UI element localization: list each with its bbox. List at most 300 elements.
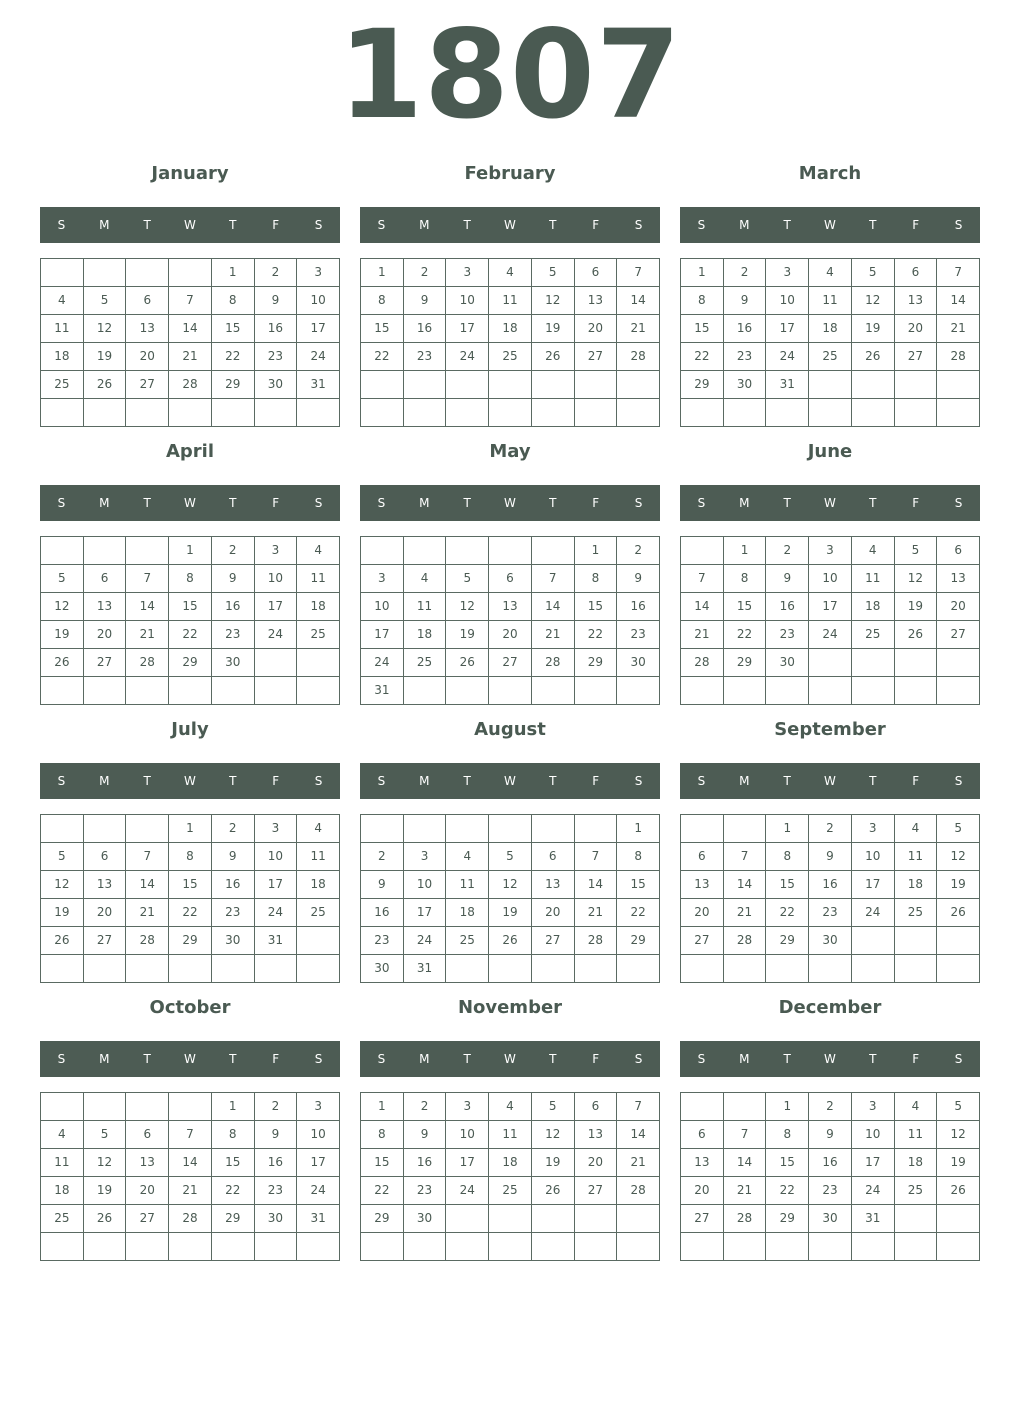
day-cell: 30 bbox=[404, 1205, 447, 1233]
day-cell: 6 bbox=[126, 1121, 169, 1149]
weekday-label: S bbox=[314, 774, 323, 788]
day-cell: 5 bbox=[532, 259, 575, 287]
day-cell-empty bbox=[126, 399, 169, 427]
day-cell-empty bbox=[212, 399, 255, 427]
day-cell: 21 bbox=[169, 1177, 212, 1205]
day-cell-empty bbox=[532, 399, 575, 427]
weekday-label: M bbox=[419, 774, 430, 788]
day-cell: 23 bbox=[212, 899, 255, 927]
day-cell: 25 bbox=[489, 1177, 532, 1205]
day-cell: 30 bbox=[766, 649, 809, 677]
day-cell: 13 bbox=[575, 287, 618, 315]
day-cell-empty bbox=[84, 955, 127, 983]
day-cell: 7 bbox=[575, 843, 618, 871]
month-june bbox=[680, 436, 980, 714]
day-cell: 20 bbox=[575, 315, 618, 343]
weekday-label: S bbox=[57, 496, 66, 510]
month-september bbox=[680, 714, 980, 992]
weekday-label: F bbox=[272, 774, 280, 788]
day-grid bbox=[360, 258, 660, 427]
day-cell: 7 bbox=[169, 287, 212, 315]
day-cell: 27 bbox=[84, 649, 127, 677]
day-cell: 10 bbox=[446, 1121, 489, 1149]
weekday-label: T bbox=[143, 496, 151, 510]
day-cell: 10 bbox=[852, 843, 895, 871]
day-cell: 21 bbox=[617, 1149, 660, 1177]
day-cell-empty bbox=[575, 1205, 618, 1233]
day-cell-empty bbox=[532, 677, 575, 705]
weekday-header bbox=[360, 485, 660, 521]
weekday-label: M bbox=[99, 218, 110, 232]
weekday-label: F bbox=[592, 218, 600, 232]
day-cell: 1 bbox=[724, 537, 767, 565]
day-cell: 6 bbox=[681, 1121, 724, 1149]
day-cell: 11 bbox=[895, 1121, 938, 1149]
weekday-header bbox=[360, 763, 660, 799]
day-cell: 7 bbox=[724, 1121, 767, 1149]
day-cell-empty bbox=[361, 815, 404, 843]
day-cell: 30 bbox=[361, 955, 404, 983]
day-cell-empty bbox=[681, 399, 724, 427]
day-cell-empty bbox=[724, 1093, 767, 1121]
day-cell-empty bbox=[41, 677, 84, 705]
day-cell-empty bbox=[404, 537, 447, 565]
day-cell-empty bbox=[255, 955, 298, 983]
day-cell: 26 bbox=[84, 371, 127, 399]
weekday-label: W bbox=[824, 1052, 836, 1066]
day-cell-empty bbox=[361, 1233, 404, 1261]
month-name: October bbox=[149, 997, 231, 1018]
day-cell: 10 bbox=[766, 287, 809, 315]
day-cell: 1 bbox=[766, 815, 809, 843]
day-cell-empty bbox=[937, 371, 980, 399]
weekday-label: W bbox=[504, 496, 516, 510]
day-cell-empty bbox=[895, 1233, 938, 1261]
month-name: February bbox=[464, 163, 556, 184]
day-cell: 11 bbox=[41, 315, 84, 343]
weekday-label: T bbox=[783, 774, 791, 788]
day-cell-empty bbox=[446, 1233, 489, 1261]
day-cell: 7 bbox=[724, 843, 767, 871]
day-cell: 22 bbox=[169, 621, 212, 649]
day-cell: 2 bbox=[766, 537, 809, 565]
day-cell: 21 bbox=[937, 315, 980, 343]
day-cell: 19 bbox=[532, 1149, 575, 1177]
month-march bbox=[680, 158, 980, 436]
day-grid bbox=[40, 258, 340, 427]
day-cell: 1 bbox=[212, 1093, 255, 1121]
day-cell: 15 bbox=[169, 593, 212, 621]
weekday-label: F bbox=[912, 218, 920, 232]
day-cell-empty bbox=[724, 677, 767, 705]
day-cell: 20 bbox=[489, 621, 532, 649]
day-grid bbox=[680, 1092, 980, 1261]
day-cell: 11 bbox=[809, 287, 852, 315]
day-cell: 22 bbox=[169, 899, 212, 927]
weekday-header bbox=[680, 1041, 980, 1077]
day-cell: 3 bbox=[852, 1093, 895, 1121]
weekday-header bbox=[40, 1041, 340, 1077]
day-cell: 6 bbox=[532, 843, 575, 871]
weekday-label: W bbox=[184, 774, 196, 788]
day-cell-empty bbox=[446, 537, 489, 565]
day-cell: 27 bbox=[937, 621, 980, 649]
day-cell: 4 bbox=[895, 815, 938, 843]
weekday-header bbox=[360, 207, 660, 243]
day-cell: 26 bbox=[489, 927, 532, 955]
day-grid bbox=[360, 536, 660, 705]
day-cell: 12 bbox=[895, 565, 938, 593]
weekday-label: T bbox=[869, 218, 877, 232]
day-cell: 22 bbox=[766, 899, 809, 927]
day-cell: 17 bbox=[446, 1149, 489, 1177]
weekday-label: F bbox=[272, 1052, 280, 1066]
day-cell: 23 bbox=[809, 1177, 852, 1205]
weekday-label: S bbox=[954, 218, 963, 232]
day-cell: 26 bbox=[937, 1177, 980, 1205]
day-cell: 16 bbox=[724, 315, 767, 343]
day-cell-empty bbox=[489, 537, 532, 565]
day-cell: 23 bbox=[809, 899, 852, 927]
weekday-label: M bbox=[99, 774, 110, 788]
day-cell-empty bbox=[297, 1233, 340, 1261]
day-cell-empty bbox=[617, 1233, 660, 1261]
day-cell: 9 bbox=[255, 287, 298, 315]
weekday-label: T bbox=[869, 496, 877, 510]
weekday-label: W bbox=[824, 496, 836, 510]
day-cell: 24 bbox=[809, 621, 852, 649]
day-cell: 11 bbox=[489, 287, 532, 315]
day-cell-empty bbox=[212, 1233, 255, 1261]
day-cell-empty bbox=[212, 677, 255, 705]
month-january bbox=[40, 158, 340, 436]
day-cell: 4 bbox=[41, 1121, 84, 1149]
day-cell: 11 bbox=[297, 565, 340, 593]
weekday-label: T bbox=[143, 774, 151, 788]
day-cell: 23 bbox=[617, 621, 660, 649]
day-cell: 10 bbox=[255, 843, 298, 871]
day-cell-empty bbox=[41, 1233, 84, 1261]
day-cell: 31 bbox=[255, 927, 298, 955]
weekday-label: T bbox=[143, 218, 151, 232]
day-cell: 8 bbox=[766, 1121, 809, 1149]
day-cell-empty bbox=[575, 677, 618, 705]
day-cell: 6 bbox=[681, 843, 724, 871]
day-cell: 8 bbox=[575, 565, 618, 593]
day-cell: 26 bbox=[937, 899, 980, 927]
day-cell: 6 bbox=[937, 537, 980, 565]
day-cell: 5 bbox=[84, 287, 127, 315]
weekday-label: S bbox=[634, 496, 643, 510]
month-name: April bbox=[165, 441, 215, 462]
day-cell: 8 bbox=[361, 287, 404, 315]
day-cell: 7 bbox=[681, 565, 724, 593]
day-cell-empty bbox=[41, 955, 84, 983]
day-cell: 13 bbox=[895, 287, 938, 315]
day-cell: 13 bbox=[532, 871, 575, 899]
day-cell: 4 bbox=[852, 537, 895, 565]
day-cell: 14 bbox=[169, 315, 212, 343]
day-cell: 10 bbox=[404, 871, 447, 899]
day-cell: 20 bbox=[681, 1177, 724, 1205]
day-cell: 27 bbox=[126, 371, 169, 399]
day-cell-empty bbox=[255, 1233, 298, 1261]
day-cell: 1 bbox=[681, 259, 724, 287]
day-cell-empty bbox=[617, 955, 660, 983]
day-cell: 19 bbox=[532, 315, 575, 343]
day-cell-empty bbox=[532, 1205, 575, 1233]
day-cell: 9 bbox=[404, 1121, 447, 1149]
weekday-label: M bbox=[739, 774, 750, 788]
day-cell: 3 bbox=[255, 815, 298, 843]
weekday-label: S bbox=[57, 774, 66, 788]
day-cell: 9 bbox=[617, 565, 660, 593]
day-cell: 1 bbox=[169, 537, 212, 565]
weekday-label: W bbox=[824, 774, 836, 788]
day-cell: 30 bbox=[212, 927, 255, 955]
day-cell-empty bbox=[84, 537, 127, 565]
day-cell: 23 bbox=[404, 343, 447, 371]
weekday-header bbox=[40, 207, 340, 243]
day-cell: 6 bbox=[489, 565, 532, 593]
day-cell: 2 bbox=[255, 1093, 298, 1121]
day-cell: 20 bbox=[126, 1177, 169, 1205]
day-cell-empty bbox=[937, 927, 980, 955]
day-cell: 1 bbox=[617, 815, 660, 843]
day-cell-empty bbox=[681, 537, 724, 565]
day-cell-empty bbox=[937, 1205, 980, 1233]
day-cell: 22 bbox=[361, 1177, 404, 1205]
day-cell: 6 bbox=[84, 843, 127, 871]
day-cell: 16 bbox=[617, 593, 660, 621]
day-cell: 28 bbox=[724, 1205, 767, 1233]
month-february bbox=[360, 158, 660, 436]
day-cell: 12 bbox=[41, 871, 84, 899]
day-cell: 17 bbox=[297, 315, 340, 343]
day-cell: 1 bbox=[575, 537, 618, 565]
day-cell: 28 bbox=[126, 927, 169, 955]
day-cell: 19 bbox=[41, 621, 84, 649]
day-cell: 28 bbox=[532, 649, 575, 677]
weekday-label: T bbox=[143, 1052, 151, 1066]
day-cell-empty bbox=[724, 399, 767, 427]
day-cell: 21 bbox=[724, 1177, 767, 1205]
day-cell: 7 bbox=[169, 1121, 212, 1149]
day-cell: 3 bbox=[297, 1093, 340, 1121]
day-cell-empty bbox=[852, 1233, 895, 1261]
day-cell: 4 bbox=[489, 259, 532, 287]
weekday-label: T bbox=[783, 218, 791, 232]
day-cell-empty bbox=[297, 927, 340, 955]
day-cell: 22 bbox=[212, 1177, 255, 1205]
day-cell: 29 bbox=[575, 649, 618, 677]
day-cell: 7 bbox=[617, 1093, 660, 1121]
day-cell: 17 bbox=[852, 871, 895, 899]
day-cell: 18 bbox=[446, 899, 489, 927]
day-cell-empty bbox=[575, 371, 618, 399]
day-cell: 13 bbox=[937, 565, 980, 593]
day-cell: 22 bbox=[575, 621, 618, 649]
day-cell-empty bbox=[489, 1205, 532, 1233]
day-cell-empty bbox=[895, 371, 938, 399]
day-cell: 25 bbox=[895, 1177, 938, 1205]
weekday-label: T bbox=[229, 1052, 237, 1066]
day-cell: 21 bbox=[617, 315, 660, 343]
day-cell-empty bbox=[681, 955, 724, 983]
day-cell-empty bbox=[937, 1233, 980, 1261]
weekday-label: F bbox=[272, 218, 280, 232]
day-cell: 16 bbox=[809, 871, 852, 899]
day-cell: 2 bbox=[255, 259, 298, 287]
day-cell: 28 bbox=[937, 343, 980, 371]
day-cell: 29 bbox=[212, 371, 255, 399]
day-cell: 17 bbox=[446, 315, 489, 343]
day-cell: 15 bbox=[361, 315, 404, 343]
weekday-label: T bbox=[549, 774, 557, 788]
day-cell-empty bbox=[404, 677, 447, 705]
day-cell-empty bbox=[724, 815, 767, 843]
day-cell: 12 bbox=[532, 1121, 575, 1149]
day-cell-empty bbox=[489, 371, 532, 399]
day-cell: 19 bbox=[84, 343, 127, 371]
day-cell: 20 bbox=[937, 593, 980, 621]
day-cell: 4 bbox=[446, 843, 489, 871]
day-cell: 20 bbox=[895, 315, 938, 343]
day-cell: 18 bbox=[297, 871, 340, 899]
day-cell-empty bbox=[809, 677, 852, 705]
day-cell-empty bbox=[575, 399, 618, 427]
day-cell: 19 bbox=[937, 1149, 980, 1177]
day-cell: 15 bbox=[766, 871, 809, 899]
day-cell: 12 bbox=[84, 315, 127, 343]
day-cell: 12 bbox=[852, 287, 895, 315]
day-cell: 29 bbox=[617, 927, 660, 955]
day-cell: 22 bbox=[724, 621, 767, 649]
day-cell: 28 bbox=[617, 343, 660, 371]
day-cell: 13 bbox=[126, 1149, 169, 1177]
weekday-header bbox=[680, 207, 980, 243]
day-cell: 24 bbox=[255, 621, 298, 649]
day-cell: 23 bbox=[212, 621, 255, 649]
day-cell-empty bbox=[895, 955, 938, 983]
weekday-label: M bbox=[739, 218, 750, 232]
weekday-label: F bbox=[272, 496, 280, 510]
weekday-label: S bbox=[697, 1052, 706, 1066]
day-cell: 18 bbox=[809, 315, 852, 343]
weekday-header bbox=[680, 485, 980, 521]
day-cell-empty bbox=[489, 399, 532, 427]
day-cell-empty bbox=[84, 1093, 127, 1121]
day-cell: 6 bbox=[84, 565, 127, 593]
day-cell-empty bbox=[532, 1233, 575, 1261]
day-cell: 27 bbox=[84, 927, 127, 955]
day-cell: 9 bbox=[212, 565, 255, 593]
month-may bbox=[360, 436, 660, 714]
day-cell-empty bbox=[169, 259, 212, 287]
weekday-label: S bbox=[377, 1052, 386, 1066]
day-cell: 16 bbox=[255, 315, 298, 343]
day-cell: 16 bbox=[212, 871, 255, 899]
day-cell: 11 bbox=[895, 843, 938, 871]
day-cell: 26 bbox=[532, 343, 575, 371]
day-cell: 5 bbox=[532, 1093, 575, 1121]
day-cell: 26 bbox=[84, 1205, 127, 1233]
day-cell: 5 bbox=[937, 815, 980, 843]
day-cell: 16 bbox=[404, 315, 447, 343]
day-cell-empty bbox=[895, 927, 938, 955]
weekday-label: T bbox=[463, 1052, 471, 1066]
day-cell-empty bbox=[41, 537, 84, 565]
weekday-label: F bbox=[912, 496, 920, 510]
day-cell: 24 bbox=[766, 343, 809, 371]
day-cell-empty bbox=[169, 399, 212, 427]
month-name: September bbox=[774, 719, 886, 740]
day-cell: 23 bbox=[255, 343, 298, 371]
day-cell: 28 bbox=[724, 927, 767, 955]
month-name: November bbox=[457, 997, 563, 1018]
day-grid bbox=[680, 258, 980, 427]
day-cell-empty bbox=[852, 927, 895, 955]
day-cell: 20 bbox=[681, 899, 724, 927]
day-cell: 8 bbox=[212, 1121, 255, 1149]
day-cell-empty bbox=[126, 677, 169, 705]
day-cell-empty bbox=[681, 677, 724, 705]
weekday-label: S bbox=[314, 496, 323, 510]
day-cell-empty bbox=[895, 677, 938, 705]
day-cell: 18 bbox=[297, 593, 340, 621]
day-cell: 18 bbox=[895, 1149, 938, 1177]
day-cell-empty bbox=[809, 955, 852, 983]
day-cell: 31 bbox=[297, 371, 340, 399]
day-cell: 19 bbox=[489, 899, 532, 927]
day-cell-empty bbox=[169, 1233, 212, 1261]
day-cell: 27 bbox=[895, 343, 938, 371]
day-cell: 9 bbox=[724, 287, 767, 315]
weekday-label: F bbox=[912, 774, 920, 788]
weekday-label: S bbox=[697, 774, 706, 788]
day-cell-empty bbox=[84, 677, 127, 705]
day-grid bbox=[680, 814, 980, 983]
calendar-body bbox=[40, 158, 980, 1270]
day-cell: 10 bbox=[361, 593, 404, 621]
day-cell: 18 bbox=[489, 315, 532, 343]
day-cell: 18 bbox=[41, 1177, 84, 1205]
day-cell: 15 bbox=[681, 315, 724, 343]
weekday-label: F bbox=[592, 496, 600, 510]
day-cell-empty bbox=[532, 371, 575, 399]
day-cell: 4 bbox=[489, 1093, 532, 1121]
day-grid bbox=[40, 814, 340, 983]
day-cell: 26 bbox=[852, 343, 895, 371]
day-cell: 24 bbox=[446, 1177, 489, 1205]
day-cell: 5 bbox=[41, 843, 84, 871]
day-cell-empty bbox=[255, 677, 298, 705]
day-cell: 14 bbox=[724, 1149, 767, 1177]
day-cell: 14 bbox=[575, 871, 618, 899]
day-cell: 8 bbox=[681, 287, 724, 315]
day-cell: 3 bbox=[297, 259, 340, 287]
day-cell: 4 bbox=[297, 537, 340, 565]
day-cell: 10 bbox=[255, 565, 298, 593]
day-cell: 12 bbox=[937, 1121, 980, 1149]
weekday-header bbox=[40, 485, 340, 521]
day-cell-empty bbox=[169, 677, 212, 705]
day-cell-empty bbox=[41, 259, 84, 287]
day-cell-empty bbox=[617, 399, 660, 427]
day-cell: 30 bbox=[255, 1205, 298, 1233]
day-cell: 9 bbox=[766, 565, 809, 593]
weekday-label: S bbox=[634, 218, 643, 232]
